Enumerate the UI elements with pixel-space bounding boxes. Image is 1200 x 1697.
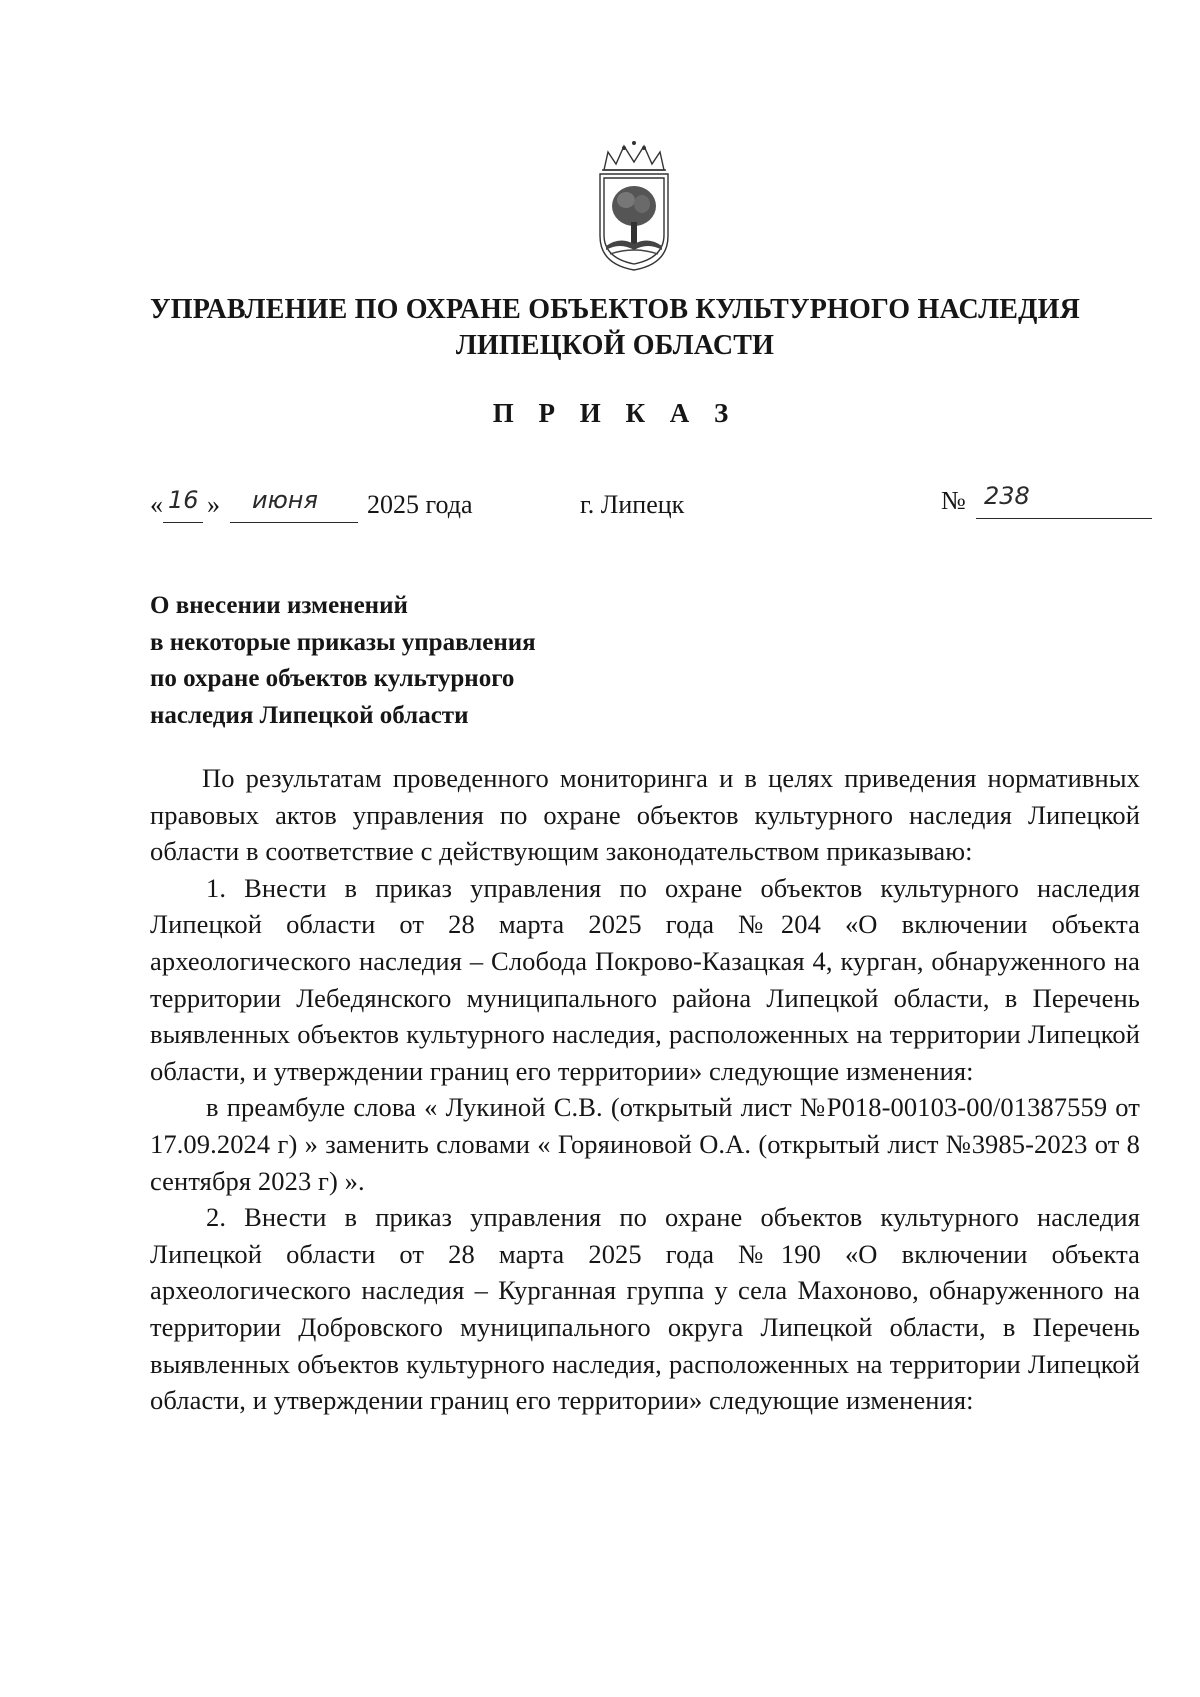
item-1-change-paragraph: в преамбуле слова « Лукиной С.В. (открытый лист №Р018-00103-00/01387559 от 17.09.2024 г) » заменить словами « Горяиновой О.А. (открытый лист №3985-2023 от 8 сентября 2023 г) ». [150, 1092, 1140, 1196]
subject-line: по охране объектов культурного [150, 665, 515, 692]
subject-line: О внесении изменений [150, 592, 408, 619]
number-underline [976, 518, 1152, 519]
coat-of-arms-icon [596, 140, 672, 274]
document-type: П Р И К А З [492, 398, 738, 428]
organization-title-line2: ЛИПЕЦКОЙ ОБЛАСТИ [455, 330, 775, 361]
date-day: 16 [168, 486, 199, 514]
preamble-paragraph: По результатам проведенного мониторинга и в целях приведения нормативных правовых актов управления по охране объектов культурного наследия Липецкой области в соответствие с действующим законодательством приказываю: [150, 763, 1140, 867]
date-line [0, 482, 1200, 528]
date-open-quote: « [150, 490, 163, 519]
number-sign: № [941, 486, 966, 515]
subject-line: наследия Липецкой области [150, 701, 469, 729]
city: г. Липецк [580, 490, 685, 519]
date-month: июня [252, 486, 318, 514]
item-2-paragraph: 2. Внести в приказ управления по охране объектов культурного наследия Липецкой области от 28 марта 2025 года №190 «О включении объекта археологического наследия – Курганная группа у села Махоново, обнаруженного на территории Добровского муниципального округа Липецкой области, в Перечень выявленных объектов культурного наследия, расположенных на территории Липецкой области, и утверждении границ его территории» следующие изменения: [150, 1202, 1140, 1416]
organization-title-line1: УПРАВЛЕНИЕ ПО ОХРАНЕ ОБЪЕКТОВ КУЛЬТУРНОГО НАСЛЕДИЯ [150, 294, 1080, 325]
month-underline [230, 522, 358, 523]
subject-line: в некоторые приказы управления [150, 628, 536, 656]
date-year: 2025 года [367, 490, 473, 519]
organization-title [150, 292, 1080, 364]
item-1-paragraph: 1. Внести в приказ управления по охране объектов культурного наследия Липецкой области от 28 марта 2025 года №204 «О включении объекта археологического наследия – Слобода Покрово-Казацкая 4, курган, обнаруженного на территории Лебедянского муниципального района Липецкой области, в Перечень выявленных объектов культурного наследия, расположенных на территории Липецкой области, и утверждении границ его территории» следующие изменения: [150, 872, 1140, 1086]
order-body [150, 760, 1140, 1419]
order-subject [150, 588, 670, 734]
order-number: 238 [984, 482, 1030, 510]
day-underline [163, 522, 203, 523]
date-close-quote: » [207, 490, 220, 519]
